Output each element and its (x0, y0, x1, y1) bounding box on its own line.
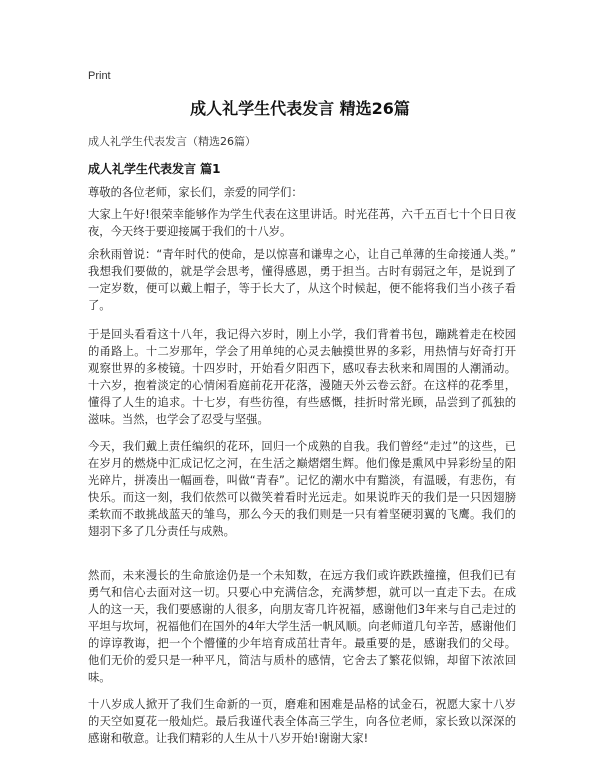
section-heading: 成人礼学生代表发言 篇1 (88, 162, 221, 176)
print-label[interactable]: Print (88, 70, 111, 82)
paragraph-1: 大家上午好!很荣幸能够作为学生代表在这里讲话。时光荏苒，六千五百七十个日日夜夜，今天终于要迎接属于我们的十八岁。 (88, 208, 516, 238)
paragraph-4: 今天，我们戴上责任编织的花环，回归一个成熟的自我。我们曾经“走过”的这些，已在岁月的燃烧中汇成记忆之河，在生活之巅熠熠生辉。他们像是熏风中异彩纷呈的阳光碎片，拼凑出一幅画卷，叫做“青春”。记忆的潮水中有黯淡，有温暖，有悲伤，有快乐。而这一刻，我们依然可以微笑着看时光远走。如果说昨天的我们是一只因翅膀柔软而不敢挑战蓝天的雏鸟，那么今天的我们则是一只有着坚硬羽翼的飞鹰。我们的翅羽下多了几分责任与成熟。 (88, 440, 516, 538)
paragraph-2: 余秋雨曾说：“青年时代的使命，是以惊喜和谦卑之心，让自己单薄的生命接通人类。” 我想我们要做的，就是学会思考，懂得感恩，勇于担当。古时有弱冠之年，是说到了一定岁数，便可以戴上帽子，等于长大了，从这个时候起，便不能将我们当小孩子看了。 (88, 248, 516, 312)
paragraph-6: 十八岁成人掀开了我们生命新的一页，磨难和困难是品格的试金石，祝愿大家十八岁的天空如夏花一般灿烂。最后我谨代表全体高三学生，向各位老师，家长致以深深的感谢和敬意。让我们精彩的人生从十八岁开始!谢谢大家! (88, 698, 516, 745)
paragraph-5: 然而，未来漫长的生命旅途仍是一个未知数，在远方我们或许跌跌撞撞，但我们已有勇气和信心去面对这一切。只要心中充满信念，充满梦想，就可以一直走下去。在成人的这一天，我们要感谢的人很多，向朋友寄几许祝福，感谢他们3年来与自己走过的平坦与坎坷，祝福他们在国外的4年大学生活一帆风顺。向老师道几句辛苦，感谢他们的谆谆教诲，把一个个懵懂的少年培育成茁壮青年。最重要的是，感谢我们的父母。他们无价的爱只是一种平凡，简洁与质朴的感情，它舍去了繁花似锦，却留下浓浓回味。 (88, 569, 516, 684)
document-title: 成人礼学生代表发言 精选26篇 (190, 99, 410, 118)
paragraph-3: 于是回头看看这十八年，我记得六岁时，刚上小学，我们背着书包，蹦跳着走在校园的甬路上。十二岁那年，学会了用单纯的心灵去触摸世界的多彩，用热情与好奇打开观察世界的多棱镜。十四岁时，开始看夕阳西下，感叹春去秋来和周围的人潮涌动。十六岁，抱着淡定的心情闲看庭前花开花落，漫随天外云卷云舒。在这样的花季里，懂得了人生的追求。十七岁，有些彷徨，有些感慨，挂折时常光顾，品尝到了孤独的滋味。当然，也学会了忍受与坚强。 (88, 328, 516, 426)
paragraph-greeting: 尊敬的各位老师，家长们，亲爱的同学们： (88, 186, 303, 199)
document-subtitle: 成人礼学生代表发言（精选26篇） (88, 135, 256, 148)
